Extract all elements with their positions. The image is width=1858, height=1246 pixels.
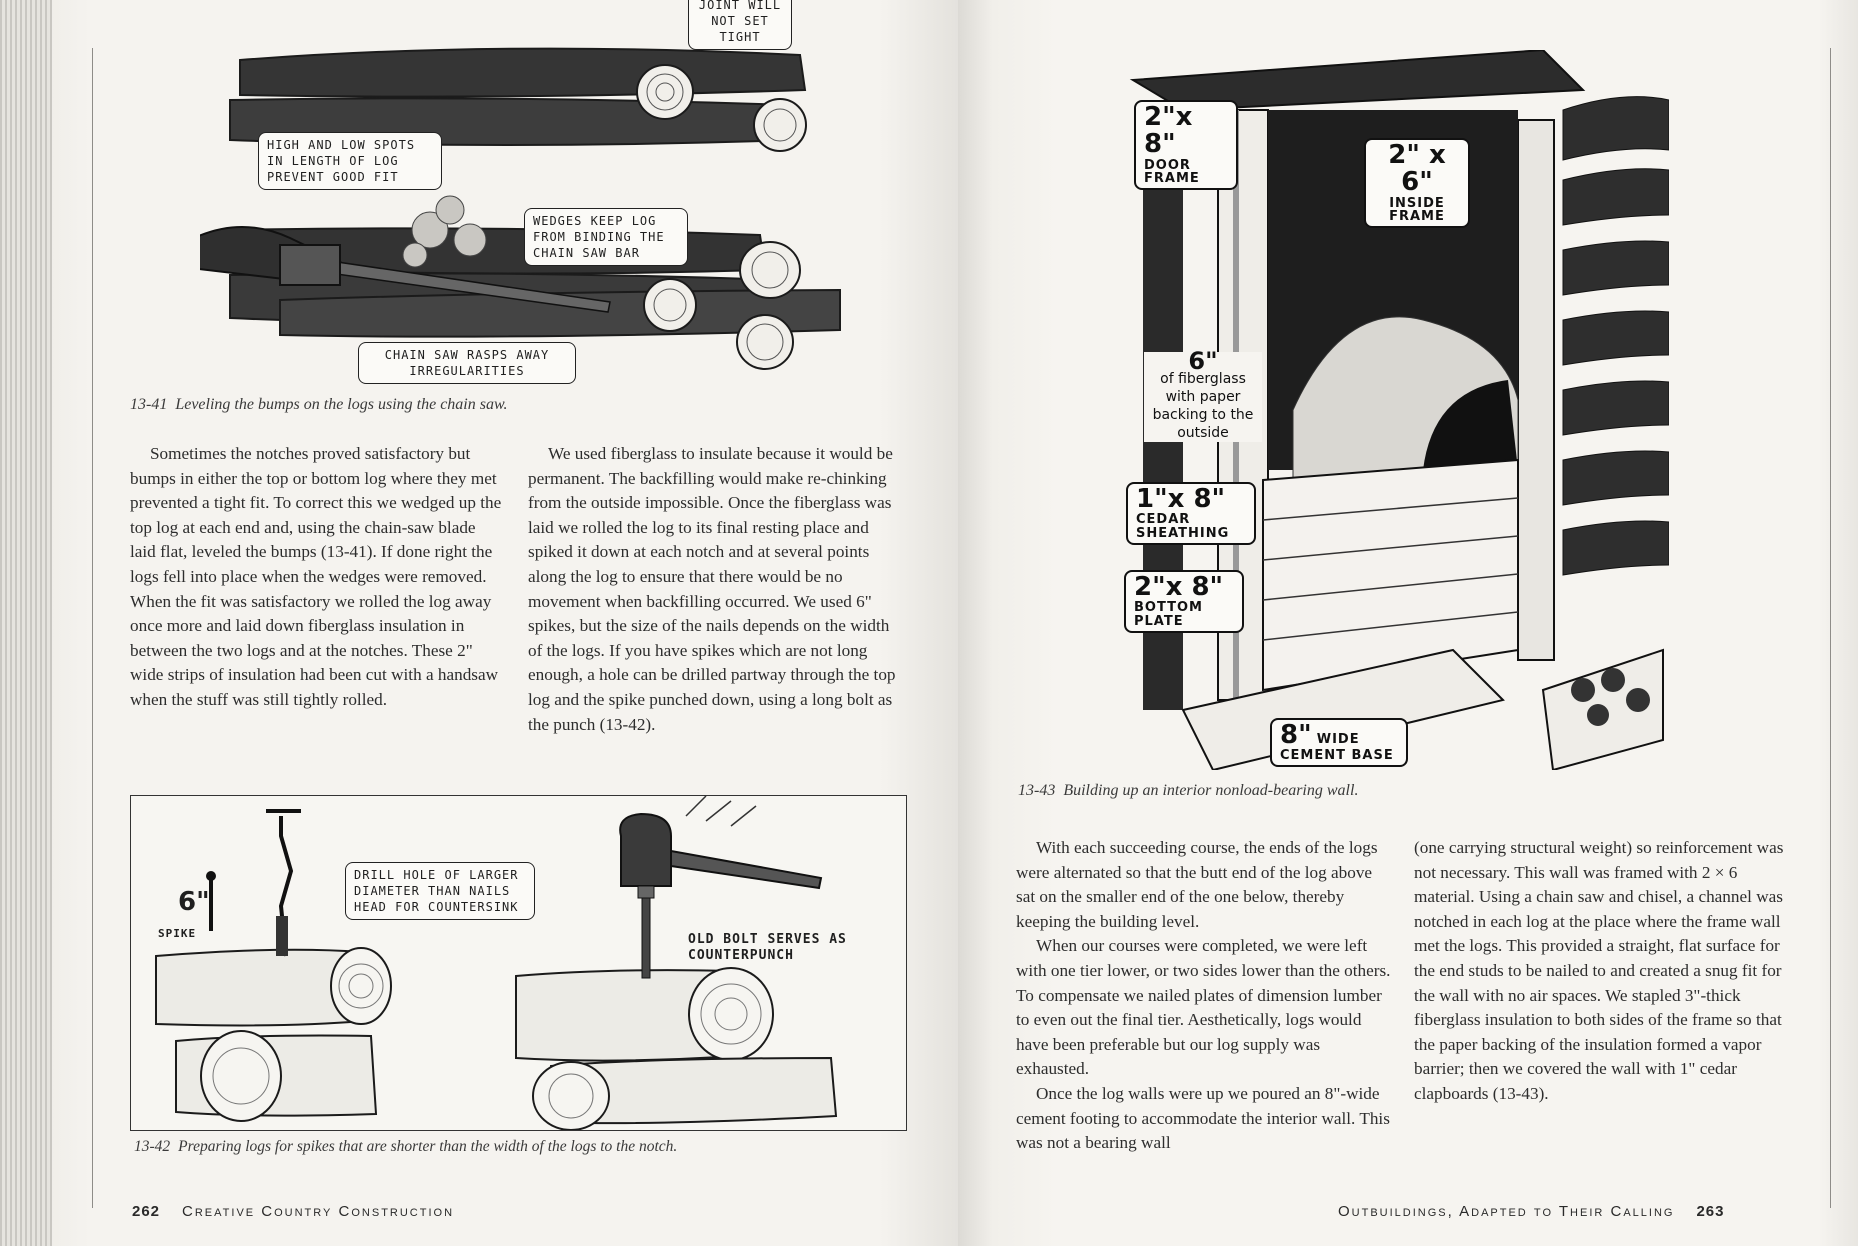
paragraph: Sometimes the notches proved satisfactory but bumps in either the top or bottom log where they met prevented a tight fit. To correct this we wedged up the top log at each end and, using the chain-saw blade laid flat, leveled the bumps (13-41). If done right the logs fell into place when the wedges were removed. When the fit was satisfactory we rolled the log away once more and laid down fiberglass insulation in between the two logs and at the notches. These 2" wide strips of insulation had been cut with a handsaw when the stuff was still tightly rolled. [130,444,502,709]
caption-13-42-text: Preparing logs for spikes that are shorter than the width of the logs to the notch. [178,1138,678,1155]
right-page [958,0,1858,1246]
door-frame-size: 2"x 8" [1144,102,1193,160]
label-chain-saw-rasps: CHAIN SAW RASPS AWAY IRREGULARITIES [358,342,576,384]
caption-13-43 [1018,782,1358,800]
figure-13-41-illustration [200,0,860,380]
inside-frame-size: 2" x 6" [1388,140,1446,198]
spike-size-label: 6" [178,887,210,917]
right-text-column-1 [1016,836,1392,1156]
spike-label: SPIKE [158,927,197,940]
fiberglass-text: of fiberglass with paper backing to the outside [1152,371,1254,441]
paragraph: (one carrying structural weight) so reinforcement was not necessary. This wall was framed with 2 × 6 material. Using a chain saw and chisel, a channel was notched in each log at the place where the frame wall met the logs. This provided a straight, flat surface for the end studs to be nailed to and created a snug fit for the wall with no air spaces. We stapled 3"-thick fiberglass insulation to both sides of the frame so that the paper backing of the insulation formed a vapor barrier; then we covered the wall with 1" cedar clapboards (13-43). [1414,838,1784,1103]
page-number-262: 262 [132,1203,161,1220]
right-folio [1338,1203,1725,1220]
caption-13-41-text: Leveling the bumps on the logs using the chain saw. [175,396,508,413]
label-fiberglass [1144,347,1262,442]
label-wedges: WEDGES KEEP LOG FROM BINDING THE CHAIN SAW BAR [524,208,688,266]
paragraph: We used fiberglass to insulate because it would be permanent. The backfilling would make re-chinking from the outside impossible. Once the fiberglass was laid we rolled the log to its final resting place and spiked it down at each notch and at several points along the log to ensure that there would be no movement when backfilling occurred. We used 6" spikes, but the size of the nails depends on the width of the logs. If you have spikes which are not long enough, a hole can be drilled partway through the top log and the spike punched down, using a long bolt as the punch (13-42). [528,444,896,734]
inside-frame-text: INSIDE FRAME [1389,195,1445,225]
caption-13-43-number: 13-43 [1018,782,1056,799]
label-drill-hole: DRILL HOLE OF LARGER DIAMETER THAN NAILS HEAD FOR COUNTERSINK [345,862,535,920]
left-text-column-2 [528,442,902,737]
left-text-column-1 [130,442,504,713]
paragraph: With each succeeding course, the ends of the logs were alternated so that the butt end of the log above sat on the smaller end of the one below, thereby keeping the building level. [1016,838,1378,931]
bottom-plate-text: BOTTOM PLATE [1134,600,1203,629]
caption-13-41-number: 13-41 [130,396,168,413]
label-joint-not-tight: JOINT WILL NOT SET TIGHT [688,0,792,50]
cement-text-1: WIDE [1316,732,1360,747]
label-old-bolt: OLD BOLT SERVES AS COUNTERPUNCH [688,932,847,963]
page-edge-stack [0,0,52,1246]
cement-size: 8" [1280,720,1312,750]
label-inside-frame [1364,138,1470,228]
cedar-text: CEDAR SHEATHING [1136,512,1230,541]
right-margin-rule [1830,48,1831,1208]
bottom-plate-size: 2"x 8" [1134,572,1224,602]
caption-13-42 [134,1138,677,1156]
label-bottom-plate [1124,570,1244,633]
left-margin-rule [92,48,93,1208]
running-head-left: Creative Country Construction [182,1203,455,1220]
fiberglass-size: 6" [1188,347,1218,375]
paragraph: When our courses were completed, we were left with one tier lower, or two sides lower than the others. To compensate we nailed plates of dimension lumber to even out the final tier. Aesthetically, logs would have been preferable but our log supply was exhausted. [1016,936,1391,1079]
log-leveling-drawing [200,0,860,380]
cement-text-2: CEMENT BASE [1280,748,1394,764]
label-cement-base [1270,718,1408,767]
caption-13-41 [130,396,507,414]
paragraph: Once the log walls were up we poured an 8"-wide cement footing to accommodate the interior wall. This was not a bearing wall [1016,1083,1390,1153]
caption-13-42-number: 13-42 [134,1138,171,1155]
door-frame-text: DOOR FRAME [1144,157,1200,187]
right-text-column-2 [1414,836,1798,1107]
left-folio [132,1203,454,1220]
label-cedar-sheathing [1126,482,1256,545]
caption-13-43-text: Building up an interior nonload-bearing wall. [1063,782,1359,799]
label-high-low-spots: HIGH AND LOW SPOTS IN LENGTH OF LOG PREVENT GOOD FIT [258,132,442,190]
cedar-size: 1"x 8" [1136,484,1226,514]
label-door-frame [1134,100,1238,190]
running-head-right: Outbuildings, Adapted to Their Calling [1338,1203,1675,1220]
page-number-263: 263 [1696,1203,1725,1220]
